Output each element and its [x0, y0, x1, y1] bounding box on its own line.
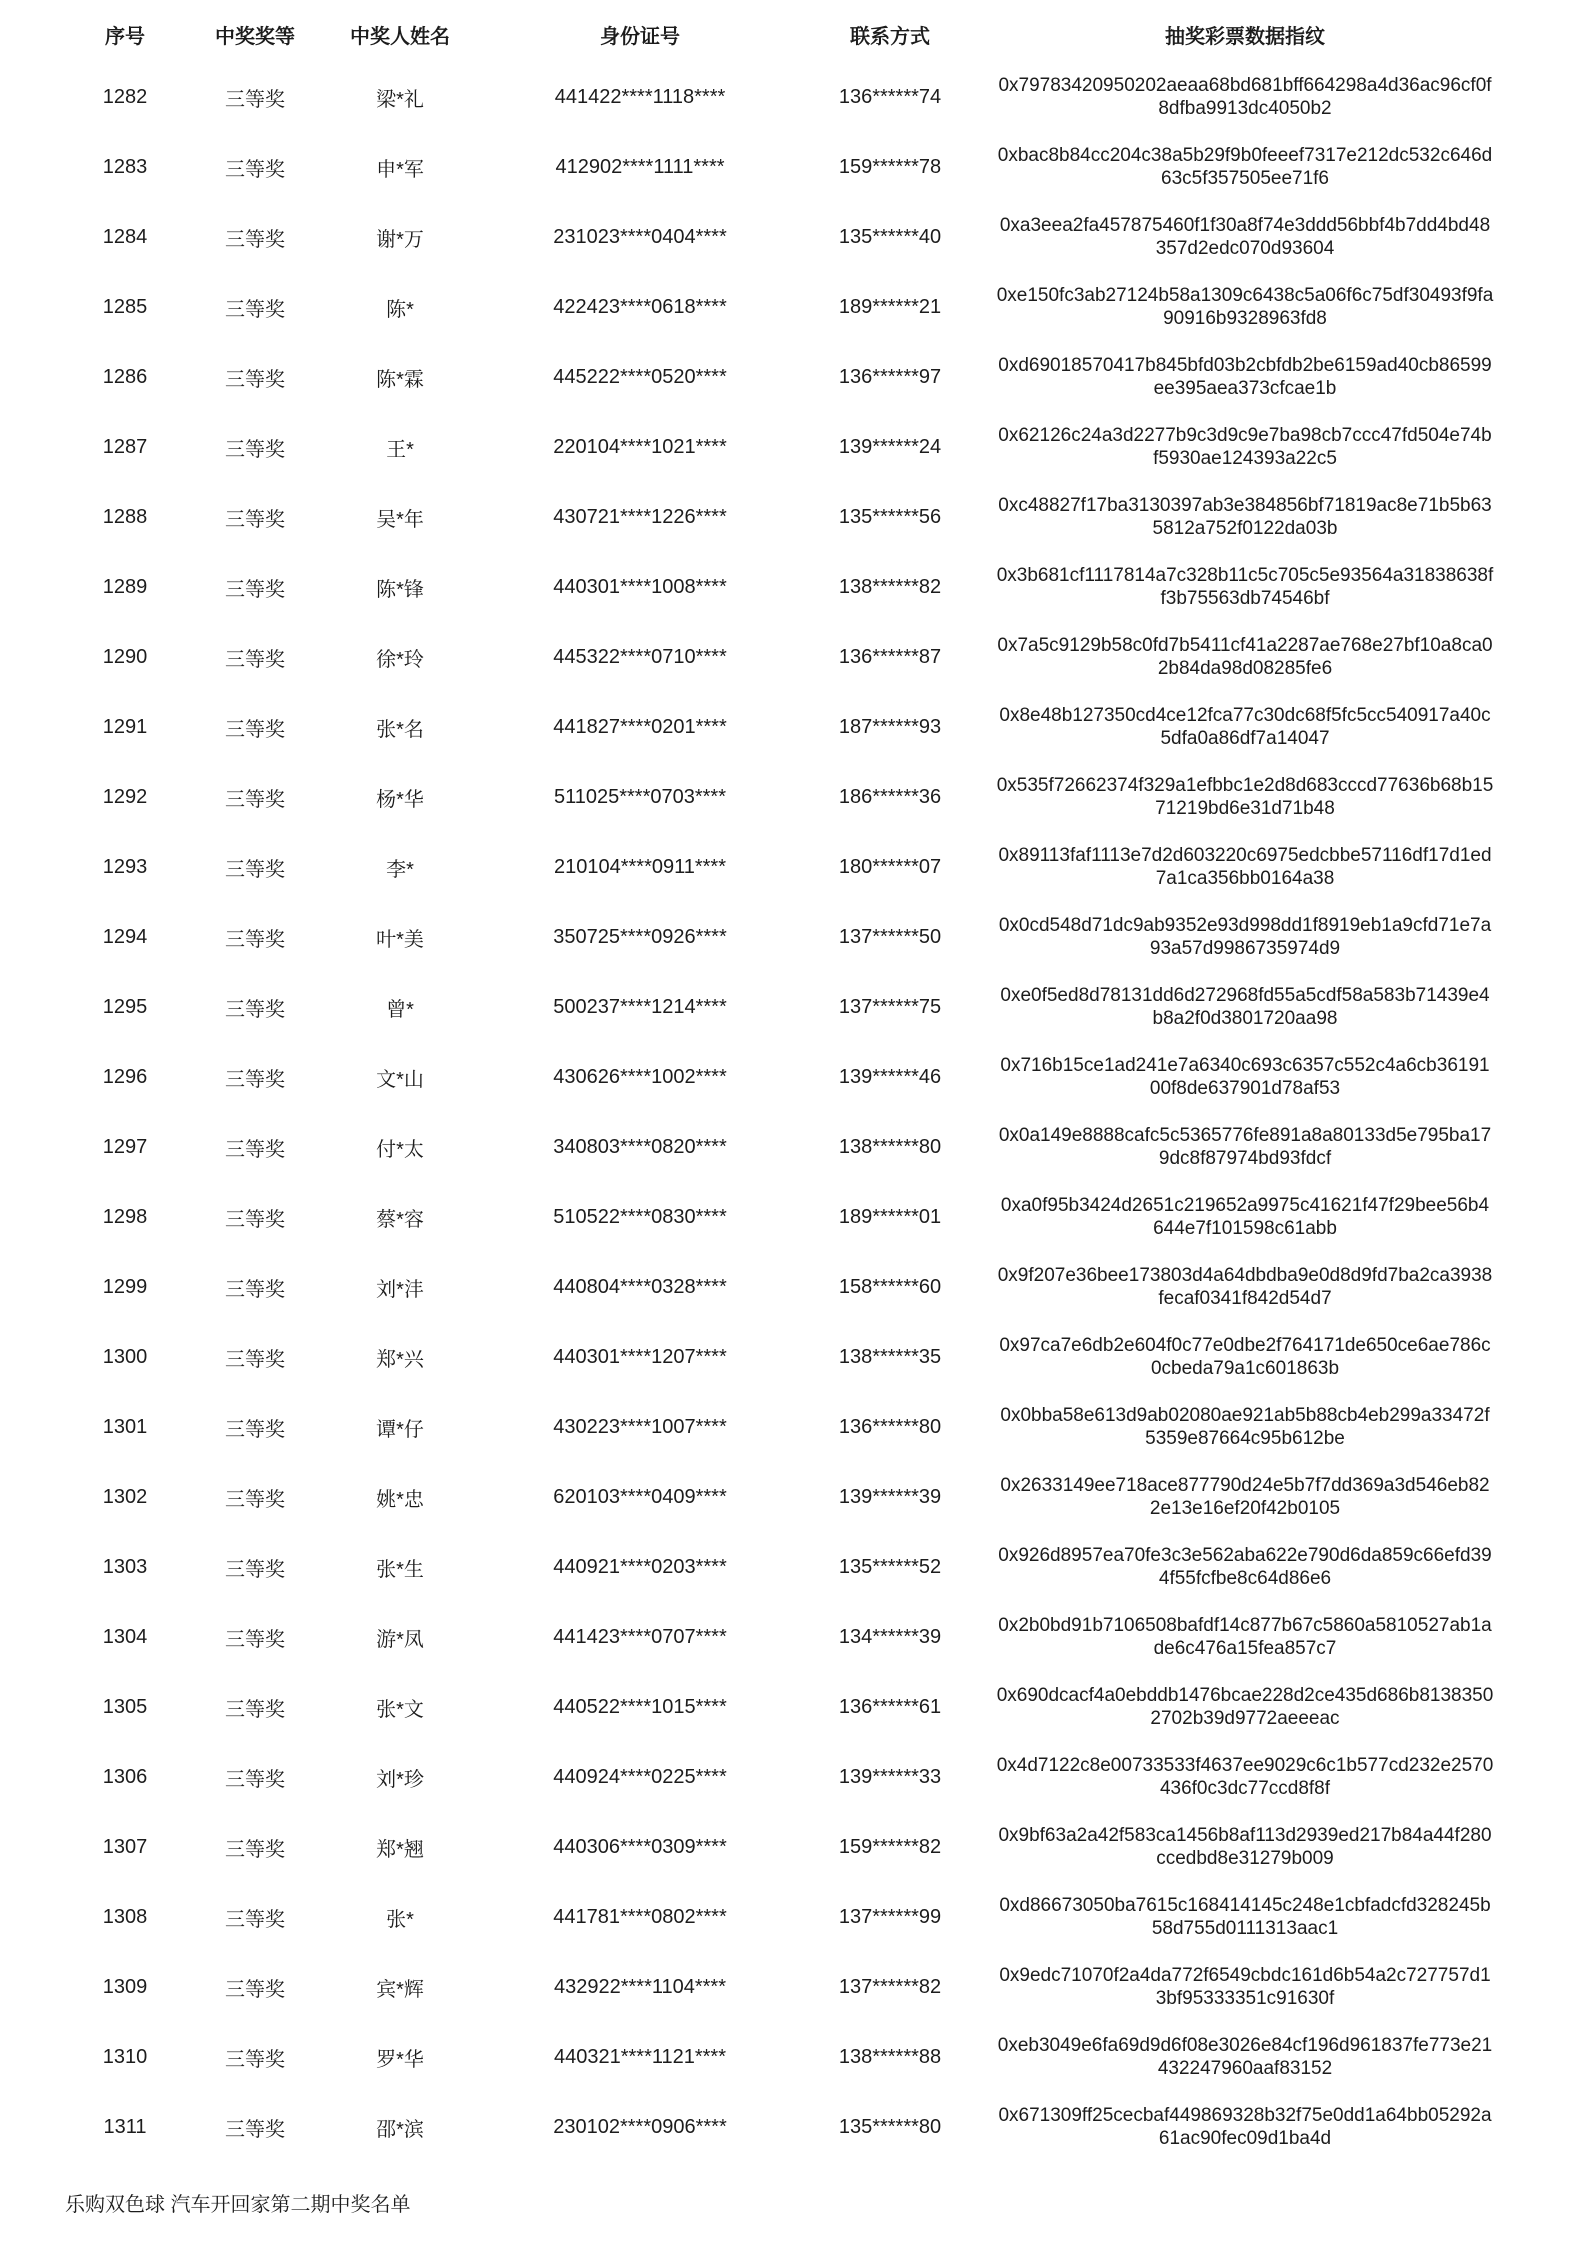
winner-name-cell: 曾* [386, 998, 414, 1021]
list-caption: 乐购双色球 汽车开回家第二期中奖名单 [65, 2194, 411, 2216]
winner-name-cell: 张* [386, 1908, 414, 1931]
fingerprint-cell [980, 984, 1510, 1030]
serial-cell: 1304 [102, 1625, 148, 1648]
fingerprint-cell [980, 1194, 1510, 1240]
fingerprint-cell [980, 844, 1510, 890]
table-row [60, 902, 1510, 972]
id-number-cell: 500237****1214**** [553, 995, 727, 1018]
serial-cell: 1302 [102, 1485, 148, 1508]
winner-name-cell: 陈*霖 [376, 368, 424, 391]
fingerprint-value: 0x690dcacf4a0ebddb1476bcae228d2ce435d686b81383502702b39d9772aeeeac [996, 1685, 1494, 1729]
serial-cell: 1298 [102, 1205, 148, 1228]
prize-level-cell: 三等奖 [225, 1488, 285, 1511]
serial-cell: 1292 [102, 785, 148, 808]
prize-level-cell: 三等奖 [225, 1698, 285, 1721]
fingerprint-value: 0xa3eea2fa457875460f1f30a8f74e3ddd56bbf4b7dd4bd48357d2edc070d93604 [999, 215, 1491, 259]
contact-cell: 186******36 [838, 785, 942, 808]
serial-cell: 1299 [102, 1275, 148, 1298]
contact-cell: 137******75 [838, 995, 942, 1018]
fingerprint-cell [980, 1894, 1510, 1940]
prize-level-cell: 三等奖 [225, 2048, 285, 2071]
table-row [60, 1602, 1510, 1672]
fingerprint-value: 0xbac8b84cc204c38a5b29f9b0feeef7317e212dc532c646d63c5f357505ee71f6 [997, 145, 1493, 189]
id-number-cell: 440306****0309**** [553, 1835, 727, 1858]
table-row [60, 272, 1510, 342]
id-number-cell: 440522****1015**** [553, 1695, 727, 1718]
serial-cell: 1295 [102, 995, 148, 1018]
winner-name-cell: 蔡*容 [376, 1208, 424, 1231]
id-number-cell: 441422****1118**** [554, 85, 726, 108]
id-number-cell: 430721****1226**** [553, 505, 727, 528]
table-row [60, 1322, 1510, 1392]
fingerprint-cell [980, 2034, 1510, 2080]
winner-name-cell: 姚*忠 [376, 1488, 424, 1511]
contact-cell: 135******52 [838, 1555, 942, 1578]
table-row [60, 1252, 1510, 1322]
id-number-cell: 445222****0520**** [553, 365, 727, 388]
table-row [60, 132, 1510, 202]
prize-level-cell: 三等奖 [225, 1908, 285, 1931]
fingerprint-cell [980, 1754, 1510, 1800]
prize-level-cell: 三等奖 [225, 1978, 285, 2001]
serial-cell: 1300 [102, 1345, 148, 1368]
table-row [60, 2092, 1510, 2162]
contact-cell: 187******93 [838, 715, 942, 738]
serial-cell: 1287 [102, 435, 148, 458]
header-winner-name: 中奖人姓名 [350, 25, 450, 48]
winner-name-cell: 邵*滨 [376, 2118, 424, 2141]
contact-cell: 135******80 [838, 2115, 942, 2138]
fingerprint-cell [980, 1964, 1510, 2010]
contact-cell: 134******39 [838, 1625, 942, 1648]
fingerprint-cell [980, 1334, 1510, 1380]
prize-level-cell: 三等奖 [225, 1208, 285, 1231]
winner-name-cell: 陈*锋 [376, 578, 424, 601]
table-row [60, 1952, 1510, 2022]
contact-cell: 135******40 [838, 225, 942, 248]
serial-cell: 1291 [102, 715, 148, 738]
winner-name-cell: 张*文 [376, 1698, 424, 1721]
fingerprint-cell [980, 1264, 1510, 1310]
id-number-cell: 422423****0618**** [553, 295, 727, 318]
contact-cell: 138******88 [838, 2045, 942, 2068]
contact-cell: 159******78 [838, 155, 942, 178]
contact-cell: 180******07 [838, 855, 942, 878]
winner-name-cell: 罗*华 [376, 2048, 424, 2071]
winner-name-cell: 刘*沣 [376, 1278, 424, 1301]
prize-level-cell: 三等奖 [225, 1348, 285, 1371]
winner-name-cell: 宾*辉 [376, 1978, 424, 2001]
serial-cell: 1285 [102, 295, 148, 318]
fingerprint-cell [980, 424, 1510, 470]
fingerprint-value: 0x0cd548d71dc9ab9352e93d998dd1f8919eb1a9cfd71e7a93a57d9986735974d9 [998, 915, 1492, 959]
serial-cell: 1306 [102, 1765, 148, 1788]
table-row [60, 202, 1510, 272]
serial-cell: 1290 [102, 645, 148, 668]
fingerprint-cell [980, 1474, 1510, 1520]
fingerprint-value: 0xa0f95b3424d2651c219652a9975c41621f47f29bee56b4644e7f101598c61abb [1000, 1195, 1490, 1239]
id-number-cell: 440924****0225**** [553, 1765, 727, 1788]
id-number-cell: 440804****0328**** [553, 1275, 727, 1298]
table-row [60, 1462, 1510, 1532]
id-number-cell: 445322****0710**** [553, 645, 727, 668]
contact-cell: 136******97 [838, 365, 942, 388]
fingerprint-value: 0x0bba58e613d9ab02080ae921ab5b88cb4eb299a33472f5359e87664c95b612be [1000, 1405, 1490, 1449]
table-row [60, 1742, 1510, 1812]
serial-cell: 1283 [102, 155, 148, 178]
contact-cell: 189******01 [838, 1205, 942, 1228]
prize-level-cell: 三等奖 [225, 718, 285, 741]
winners-table [60, 14, 1510, 2162]
contact-cell: 139******46 [838, 1065, 942, 1088]
prize-level-cell: 三等奖 [225, 648, 285, 671]
fingerprint-cell [980, 1124, 1510, 1170]
winner-name-cell: 文*山 [376, 1068, 424, 1091]
contact-cell: 138******82 [838, 575, 942, 598]
fingerprint-value: 0x89113faf1113e7d2d603220c6975edcbbe57116df17d1ed7a1ca356bb0164a38 [998, 845, 1492, 889]
id-number-cell: 440301****1008**** [553, 575, 727, 598]
id-number-cell: 350725****0926**** [553, 925, 727, 948]
fingerprint-value: 0x3b681cf1117814a7c328b11c5c705c5e93564a31838638ff3b75563db74546bf [996, 565, 1494, 609]
id-number-cell: 511025****0703**** [553, 785, 726, 808]
fingerprint-value: 0xd69018570417b845bfd03b2cbfdb2be6159ad40cb86599ee395aea373cfcae1b [998, 355, 1492, 399]
id-number-cell: 412902****1111**** [555, 155, 725, 178]
prize-level-cell: 三等奖 [225, 88, 285, 111]
fingerprint-value: 0x2b0bd91b7106508bafdf14c877b67c5860a5810527ab1ade6c476a15fea857c7 [998, 1615, 1492, 1659]
fingerprint-cell [980, 634, 1510, 680]
winner-name-cell: 游*凤 [376, 1628, 424, 1651]
serial-cell: 1307 [102, 1835, 148, 1858]
header-ticket-fingerprint: 抽奖彩票数据指纹 [1165, 25, 1325, 48]
table-row [60, 1532, 1510, 1602]
fingerprint-cell [980, 1824, 1510, 1870]
winner-name-cell: 张*生 [376, 1558, 424, 1581]
table-row [60, 552, 1510, 622]
winner-name-cell: 申*军 [376, 158, 424, 181]
fingerprint-value: 0x926d8957ea70fe3c3e562aba622e790d6da859c66efd394f55fcfbe8c64d86e6 [998, 1545, 1492, 1589]
fingerprint-value: 0xeb3049e6fa69d9d6f08e3026e84cf196d961837fe773e21432247960aaf83152 [997, 2035, 1493, 2079]
prize-level-cell: 三等奖 [225, 1558, 285, 1581]
fingerprint-cell [980, 74, 1510, 120]
table-row [60, 762, 1510, 832]
winner-name-cell: 刘*珍 [376, 1768, 424, 1791]
winner-name-cell: 杨*华 [376, 788, 424, 811]
contact-cell: 139******33 [838, 1765, 942, 1788]
winner-name-cell: 谢*万 [376, 228, 424, 251]
contact-cell: 136******87 [838, 645, 942, 668]
prize-level-cell: 三等奖 [225, 2118, 285, 2141]
serial-cell: 1296 [102, 1065, 148, 1088]
prize-level-cell: 三等奖 [225, 1068, 285, 1091]
winner-name-cell: 梁*礼 [376, 88, 424, 111]
winner-name-cell: 张*名 [376, 718, 424, 741]
serial-cell: 1303 [102, 1555, 148, 1578]
fingerprint-value: 0x716b15ce1ad241e7a6340c693c6357c552c4a6cb3619100f8de637901d78af53 [1000, 1055, 1490, 1099]
id-number-cell: 432922****1104**** [553, 1975, 726, 1998]
fingerprint-value: 0x7a5c9129b58c0fd7b5411cf41a2287ae768e27bf10a8ca02b84da98d08285fe6 [997, 635, 1493, 679]
table-row [60, 622, 1510, 692]
fingerprint-value: 0x535f72662374f329a1efbbc1e2d8d683cccd77636b68b1571219bd6e31d71b48 [996, 775, 1494, 819]
serial-cell: 1311 [103, 2115, 147, 2138]
id-number-cell: 440921****0203**** [553, 1555, 727, 1578]
table-row [60, 1182, 1510, 1252]
id-number-cell: 210104****0911**** [553, 855, 726, 878]
serial-cell: 1297 [102, 1135, 148, 1158]
serial-cell: 1286 [102, 365, 148, 388]
serial-cell: 1293 [102, 855, 148, 878]
table-body [60, 62, 1510, 2162]
serial-cell: 1284 [102, 225, 148, 248]
contact-cell: 136******80 [838, 1415, 942, 1438]
contact-cell: 137******50 [838, 925, 942, 948]
contact-cell: 137******99 [838, 1905, 942, 1928]
table-row [60, 692, 1510, 762]
prize-level-cell: 三等奖 [225, 788, 285, 811]
table-row [60, 1882, 1510, 1952]
header-serial: 序号 [105, 25, 145, 48]
contact-cell: 139******24 [838, 435, 942, 458]
prize-level-cell: 三等奖 [225, 298, 285, 321]
fingerprint-value: 0x79783420950202aeaa68bd681bff664298a4d36ac96cf0f8dfba9913dc4050b2 [998, 75, 1492, 119]
id-number-cell: 220104****1021**** [553, 435, 727, 458]
table-row [60, 482, 1510, 552]
header-contact: 联系方式 [850, 25, 930, 48]
fingerprint-cell [980, 1544, 1510, 1590]
fingerprint-value: 0x4d7122c8e00733533f4637ee9029c6c1b577cd232e2570436f0c3dc77ccd8f8f [996, 1755, 1494, 1799]
id-number-cell: 340803****0820**** [553, 1135, 727, 1158]
fingerprint-value: 0x8e48b127350cd4ce12fca77c30dc68f5fc5cc540917a40c5dfa0a86df7a14047 [999, 705, 1491, 749]
serial-cell: 1301 [102, 1415, 148, 1438]
contact-cell: 136******61 [838, 1695, 942, 1718]
prize-level-cell: 三等奖 [225, 158, 285, 181]
fingerprint-cell [980, 494, 1510, 540]
prize-level-cell: 三等奖 [225, 998, 285, 1021]
id-number-cell: 231023****0404**** [553, 225, 727, 248]
prize-level-cell: 三等奖 [225, 1768, 285, 1791]
serial-cell: 1310 [102, 2045, 148, 2068]
contact-cell: 138******35 [838, 1345, 942, 1368]
serial-cell: 1289 [102, 575, 148, 598]
table-row [60, 1812, 1510, 1882]
fingerprint-value: 0xd86673050ba7615c168414145c248e1cbfadcfd328245b58d755d0111313aac1 [999, 1895, 1491, 1939]
prize-level-cell: 三等奖 [225, 368, 285, 391]
contact-cell: 158******60 [838, 1275, 942, 1298]
winner-name-cell: 叶*美 [376, 928, 424, 951]
fingerprint-cell [980, 774, 1510, 820]
prize-level-cell: 三等奖 [225, 578, 285, 601]
serial-cell: 1288 [102, 505, 148, 528]
fingerprint-value: 0xc48827f17ba3130397ab3e384856bf71819ac8e71b5b635812a752f0122da03b [998, 495, 1492, 539]
id-number-cell: 230102****0906**** [553, 2115, 727, 2138]
contact-cell: 139******39 [838, 1485, 942, 1508]
fingerprint-value: 0x9edc71070f2a4da772f6549cbdc161d6b54a2c727757d13bf95333351c91630f [999, 1965, 1491, 2009]
table-row [60, 972, 1510, 1042]
fingerprint-cell [980, 564, 1510, 610]
winner-name-cell: 郑*翘 [376, 1838, 424, 1861]
table-row [60, 412, 1510, 482]
serial-cell: 1305 [102, 1695, 148, 1718]
fingerprint-value: 0x9f207e36bee173803d4a64dbdba9e0d8d9fd7ba2ca3938fecaf0341f842d54d7 [997, 1265, 1493, 1309]
contact-cell: 135******56 [838, 505, 942, 528]
fingerprint-cell [980, 144, 1510, 190]
contact-cell: 189******21 [838, 295, 942, 318]
winner-name-cell: 郑*兴 [376, 1348, 424, 1371]
table-row [60, 1112, 1510, 1182]
prize-level-cell: 三等奖 [225, 1628, 285, 1651]
contact-cell: 159******82 [838, 1835, 942, 1858]
prize-level-cell: 三等奖 [225, 1138, 285, 1161]
serial-cell: 1309 [102, 1975, 148, 1998]
prize-level-cell: 三等奖 [225, 928, 285, 951]
winner-name-cell: 付*太 [376, 1138, 424, 1161]
table-row [60, 62, 1510, 132]
id-number-cell: 430223****1007**** [553, 1415, 727, 1438]
table-row [60, 2022, 1510, 2092]
fingerprint-value: 0xe150fc3ab27124b58a1309c6438c5a06f6c75df30493f9fa90916b9328963fd8 [996, 285, 1494, 329]
prize-level-cell: 三等奖 [225, 438, 285, 461]
fingerprint-cell [980, 1054, 1510, 1100]
header-prize-level: 中奖奖等 [215, 25, 295, 48]
winner-name-cell: 徐*玲 [376, 648, 424, 671]
fingerprint-value: 0xe0f5ed8d78131dd6d272968fd55a5cdf58a583b71439e4b8a2f0d3801720aa98 [1000, 985, 1490, 1029]
fingerprint-cell [980, 704, 1510, 750]
prize-level-cell: 三等奖 [225, 1838, 285, 1861]
table-row [60, 1392, 1510, 1462]
fingerprint-cell [980, 1614, 1510, 1660]
serial-cell: 1308 [102, 1905, 148, 1928]
fingerprint-cell [980, 354, 1510, 400]
fingerprint-value: 0x62126c24a3d2277b9c3d9c9e7ba98cb7ccc47fd504e74bf5930ae124393a22c5 [998, 425, 1492, 469]
fingerprint-cell [980, 2104, 1510, 2150]
winner-name-cell: 王* [386, 438, 414, 461]
id-number-cell: 430626****1002**** [553, 1065, 727, 1088]
prize-level-cell: 三等奖 [225, 228, 285, 251]
contact-cell: 136******74 [838, 85, 942, 108]
serial-cell: 1282 [102, 85, 148, 108]
contact-cell: 138******80 [838, 1135, 942, 1158]
prize-level-cell: 三等奖 [225, 1418, 285, 1441]
id-number-cell: 440301****1207**** [553, 1345, 727, 1368]
id-number-cell: 441423****0707**** [553, 1625, 727, 1648]
fingerprint-cell [980, 914, 1510, 960]
table-row [60, 1672, 1510, 1742]
id-number-cell: 441781****0802**** [553, 1905, 727, 1928]
table-row [60, 832, 1510, 902]
serial-cell: 1294 [102, 925, 148, 948]
table-row [60, 1042, 1510, 1112]
header-id-number: 身份证号 [600, 25, 680, 48]
fingerprint-cell [980, 1404, 1510, 1450]
winner-name-cell: 吴*年 [376, 508, 424, 531]
fingerprint-value: 0x671309ff25cecbaf449869328b32f75e0dd1a64bb05292a61ac90fec09d1ba4d [998, 2105, 1492, 2149]
table-header-row [60, 14, 1510, 54]
table-row [60, 342, 1510, 412]
fingerprint-value: 0x97ca7e6db2e604f0c77e0dbe2f764171de650ce6ae786c0cbeda79a1c601863b [999, 1335, 1491, 1379]
fingerprint-value: 0x9bf63a2a42f583ca1456b8af113d2939ed217b84a44f280ccedbd8e31279b009 [998, 1825, 1492, 1869]
prize-level-cell: 三等奖 [225, 1278, 285, 1301]
prize-level-cell: 三等奖 [225, 508, 285, 531]
winner-name-cell: 李* [386, 858, 414, 881]
fingerprint-value: 0x0a149e8888cafc5c5365776fe891a8a80133d5e795ba179dc8f87974bd93fdcf [998, 1125, 1492, 1169]
winner-name-cell: 谭*仔 [376, 1418, 424, 1441]
id-number-cell: 620103****0409**** [553, 1485, 727, 1508]
fingerprint-cell [980, 214, 1510, 260]
id-number-cell: 440321****1121**** [553, 2045, 726, 2068]
fingerprint-cell [980, 284, 1510, 330]
fingerprint-cell [980, 1684, 1510, 1730]
fingerprint-value: 0x2633149ee718ace877790d24e5b7f7dd369a3d546eb822e13e16ef20f42b0105 [1000, 1475, 1490, 1519]
winner-name-cell: 陈* [386, 298, 414, 321]
prize-level-cell: 三等奖 [225, 858, 285, 881]
id-number-cell: 441827****0201**** [553, 715, 727, 738]
id-number-cell: 510522****0830**** [553, 1205, 727, 1228]
contact-cell: 137******82 [838, 1975, 942, 1998]
